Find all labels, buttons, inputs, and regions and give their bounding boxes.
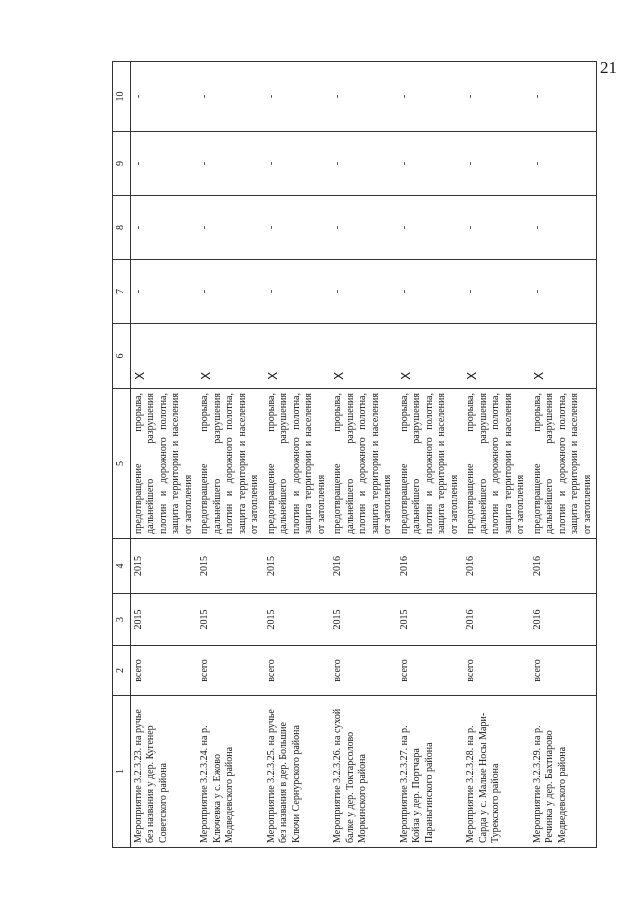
- measure-name: Мероприятие 3.2.3.29. на р. Речинка у дер. Бахтиарово Медведевского района: [530, 696, 597, 848]
- column-10-value: -: [264, 62, 331, 132]
- column-10-value: -: [197, 62, 264, 132]
- column-9-value: -: [530, 132, 597, 196]
- table-row: [130, 62, 197, 848]
- column-6-mark: X: [264, 324, 331, 389]
- measure-name: Мероприятие 3.2.3.28. на р. Сарда у с. Малые Носы Мари-Турекского района: [463, 696, 530, 848]
- column-6-mark: X: [530, 324, 597, 389]
- measure-purpose: предотвращение прорыва, дальнейшего разрушения плотин и дорожного полотна, защита территории и населения от затопления: [530, 389, 597, 539]
- column-6-mark: X: [130, 324, 197, 389]
- column-8-value: -: [463, 196, 530, 260]
- column-7-value: -: [463, 260, 530, 324]
- measure-name: Мероприятие 3.2.3.23. на ручье без названия у дер. Кугенер Советского района: [130, 696, 197, 848]
- column-header-8: 8: [113, 196, 131, 260]
- column-header-9: 9: [113, 132, 131, 196]
- end-year: 2016: [330, 539, 397, 594]
- column-10-value: -: [463, 62, 530, 132]
- start-year: 2016: [530, 594, 597, 646]
- table-row: [530, 62, 597, 848]
- funding-source: всего: [130, 646, 197, 696]
- column-9-value: -: [197, 132, 264, 196]
- table-header: [113, 62, 131, 848]
- column-9-value: -: [397, 132, 464, 196]
- column-9-value: -: [130, 132, 197, 196]
- funding-source: всего: [197, 646, 264, 696]
- column-6-mark: X: [197, 324, 264, 389]
- header-row: [113, 62, 131, 848]
- column-10-value: -: [530, 62, 597, 132]
- column-6-mark: X: [330, 324, 397, 389]
- column-9-value: -: [330, 132, 397, 196]
- column-7-value: -: [530, 260, 597, 324]
- end-year: 2015: [130, 539, 197, 594]
- funding-source: всего: [264, 646, 331, 696]
- column-8-value: -: [330, 196, 397, 260]
- column-header-3: 3: [113, 594, 131, 646]
- measure-name: Мероприятие 3.2.3.25. на ручье без названия в дер. Большие Ключи Сернурского района: [264, 696, 331, 848]
- column-header-1: 1: [113, 696, 131, 848]
- start-year: 2015: [330, 594, 397, 646]
- funding-source: всего: [463, 646, 530, 696]
- measure-purpose: предотвращение прорыва, дальнейшего разрушения плотин и дорожного полотна, защита территории и населения от затопления: [330, 389, 397, 539]
- column-7-value: -: [264, 260, 331, 324]
- column-header-6: 6: [113, 324, 131, 389]
- column-10-value: -: [130, 62, 197, 132]
- column-6-mark: X: [463, 324, 530, 389]
- table-row: [330, 62, 397, 848]
- funding-source: всего: [530, 646, 597, 696]
- end-year: 2016: [530, 539, 597, 594]
- column-header-7: 7: [113, 260, 131, 324]
- start-year: 2015: [397, 594, 464, 646]
- table-row: [397, 62, 464, 848]
- column-7-value: -: [397, 260, 464, 324]
- start-year: 2016: [463, 594, 530, 646]
- column-9-value: -: [264, 132, 331, 196]
- measure-purpose: предотвращение прорыва, дальнейшего разрушения плотин и дорожного полотна, защита территории и населения от затопления: [264, 389, 331, 539]
- end-year: 2016: [463, 539, 530, 594]
- column-8-value: -: [197, 196, 264, 260]
- measures-table: [112, 61, 597, 848]
- column-9-value: -: [463, 132, 530, 196]
- table-body: [130, 62, 597, 848]
- start-year: 2015: [197, 594, 264, 646]
- table-row: [197, 62, 264, 848]
- table-row: [264, 62, 331, 848]
- measure-name: Мероприятие 3.2.3.27. на р. Койза у дер. Портчара Параньгинского района: [397, 696, 464, 848]
- measure-name: Мероприятие 3.2.3.24. на р. Ключевка у с. Ежово Медведевского района: [197, 696, 264, 848]
- column-header-5: 5: [113, 389, 131, 539]
- column-7-value: -: [130, 260, 197, 324]
- start-year: 2015: [264, 594, 331, 646]
- measure-purpose: предотвращение прорыва, дальнейшего разрушения плотин и дорожного полотна, защита территории и населения от затопления: [130, 389, 197, 539]
- measure-name: Мероприятие 3.2.3.26. на сухой балке у дер. Токтарсолово Моркинского района: [330, 696, 397, 848]
- column-8-value: -: [397, 196, 464, 260]
- column-10-value: -: [330, 62, 397, 132]
- rotated-table-wrapper: [112, 62, 593, 848]
- end-year: 2016: [397, 539, 464, 594]
- end-year: 2015: [197, 539, 264, 594]
- column-8-value: -: [130, 196, 197, 260]
- page-number: 21: [600, 58, 617, 77]
- column-8-value: -: [530, 196, 597, 260]
- funding-source: всего: [330, 646, 397, 696]
- measure-purpose: предотвращение прорыва, дальнейшего разрушения плотин и дорожного полотна, защита территории и населения от затопления: [397, 389, 464, 539]
- start-year: 2015: [130, 594, 197, 646]
- table-row: [463, 62, 530, 848]
- column-7-value: -: [197, 260, 264, 324]
- column-header-2: 2: [113, 646, 131, 696]
- measure-purpose: предотвращение прорыва, дальнейшего разрушения плотин и дорожного полотна, защита территории и населения от затопления: [197, 389, 264, 539]
- end-year: 2015: [264, 539, 331, 594]
- measure-purpose: предотвращение прорыва, дальнейшего разрушения плотин и дорожного полотна, защита территории и населения от затопления: [463, 389, 530, 539]
- column-header-10: 10: [113, 62, 131, 132]
- column-7-value: -: [330, 260, 397, 324]
- column-6-mark: X: [397, 324, 464, 389]
- funding-source: всего: [397, 646, 464, 696]
- column-8-value: -: [264, 196, 331, 260]
- column-header-4: 4: [113, 539, 131, 594]
- column-10-value: -: [397, 62, 464, 132]
